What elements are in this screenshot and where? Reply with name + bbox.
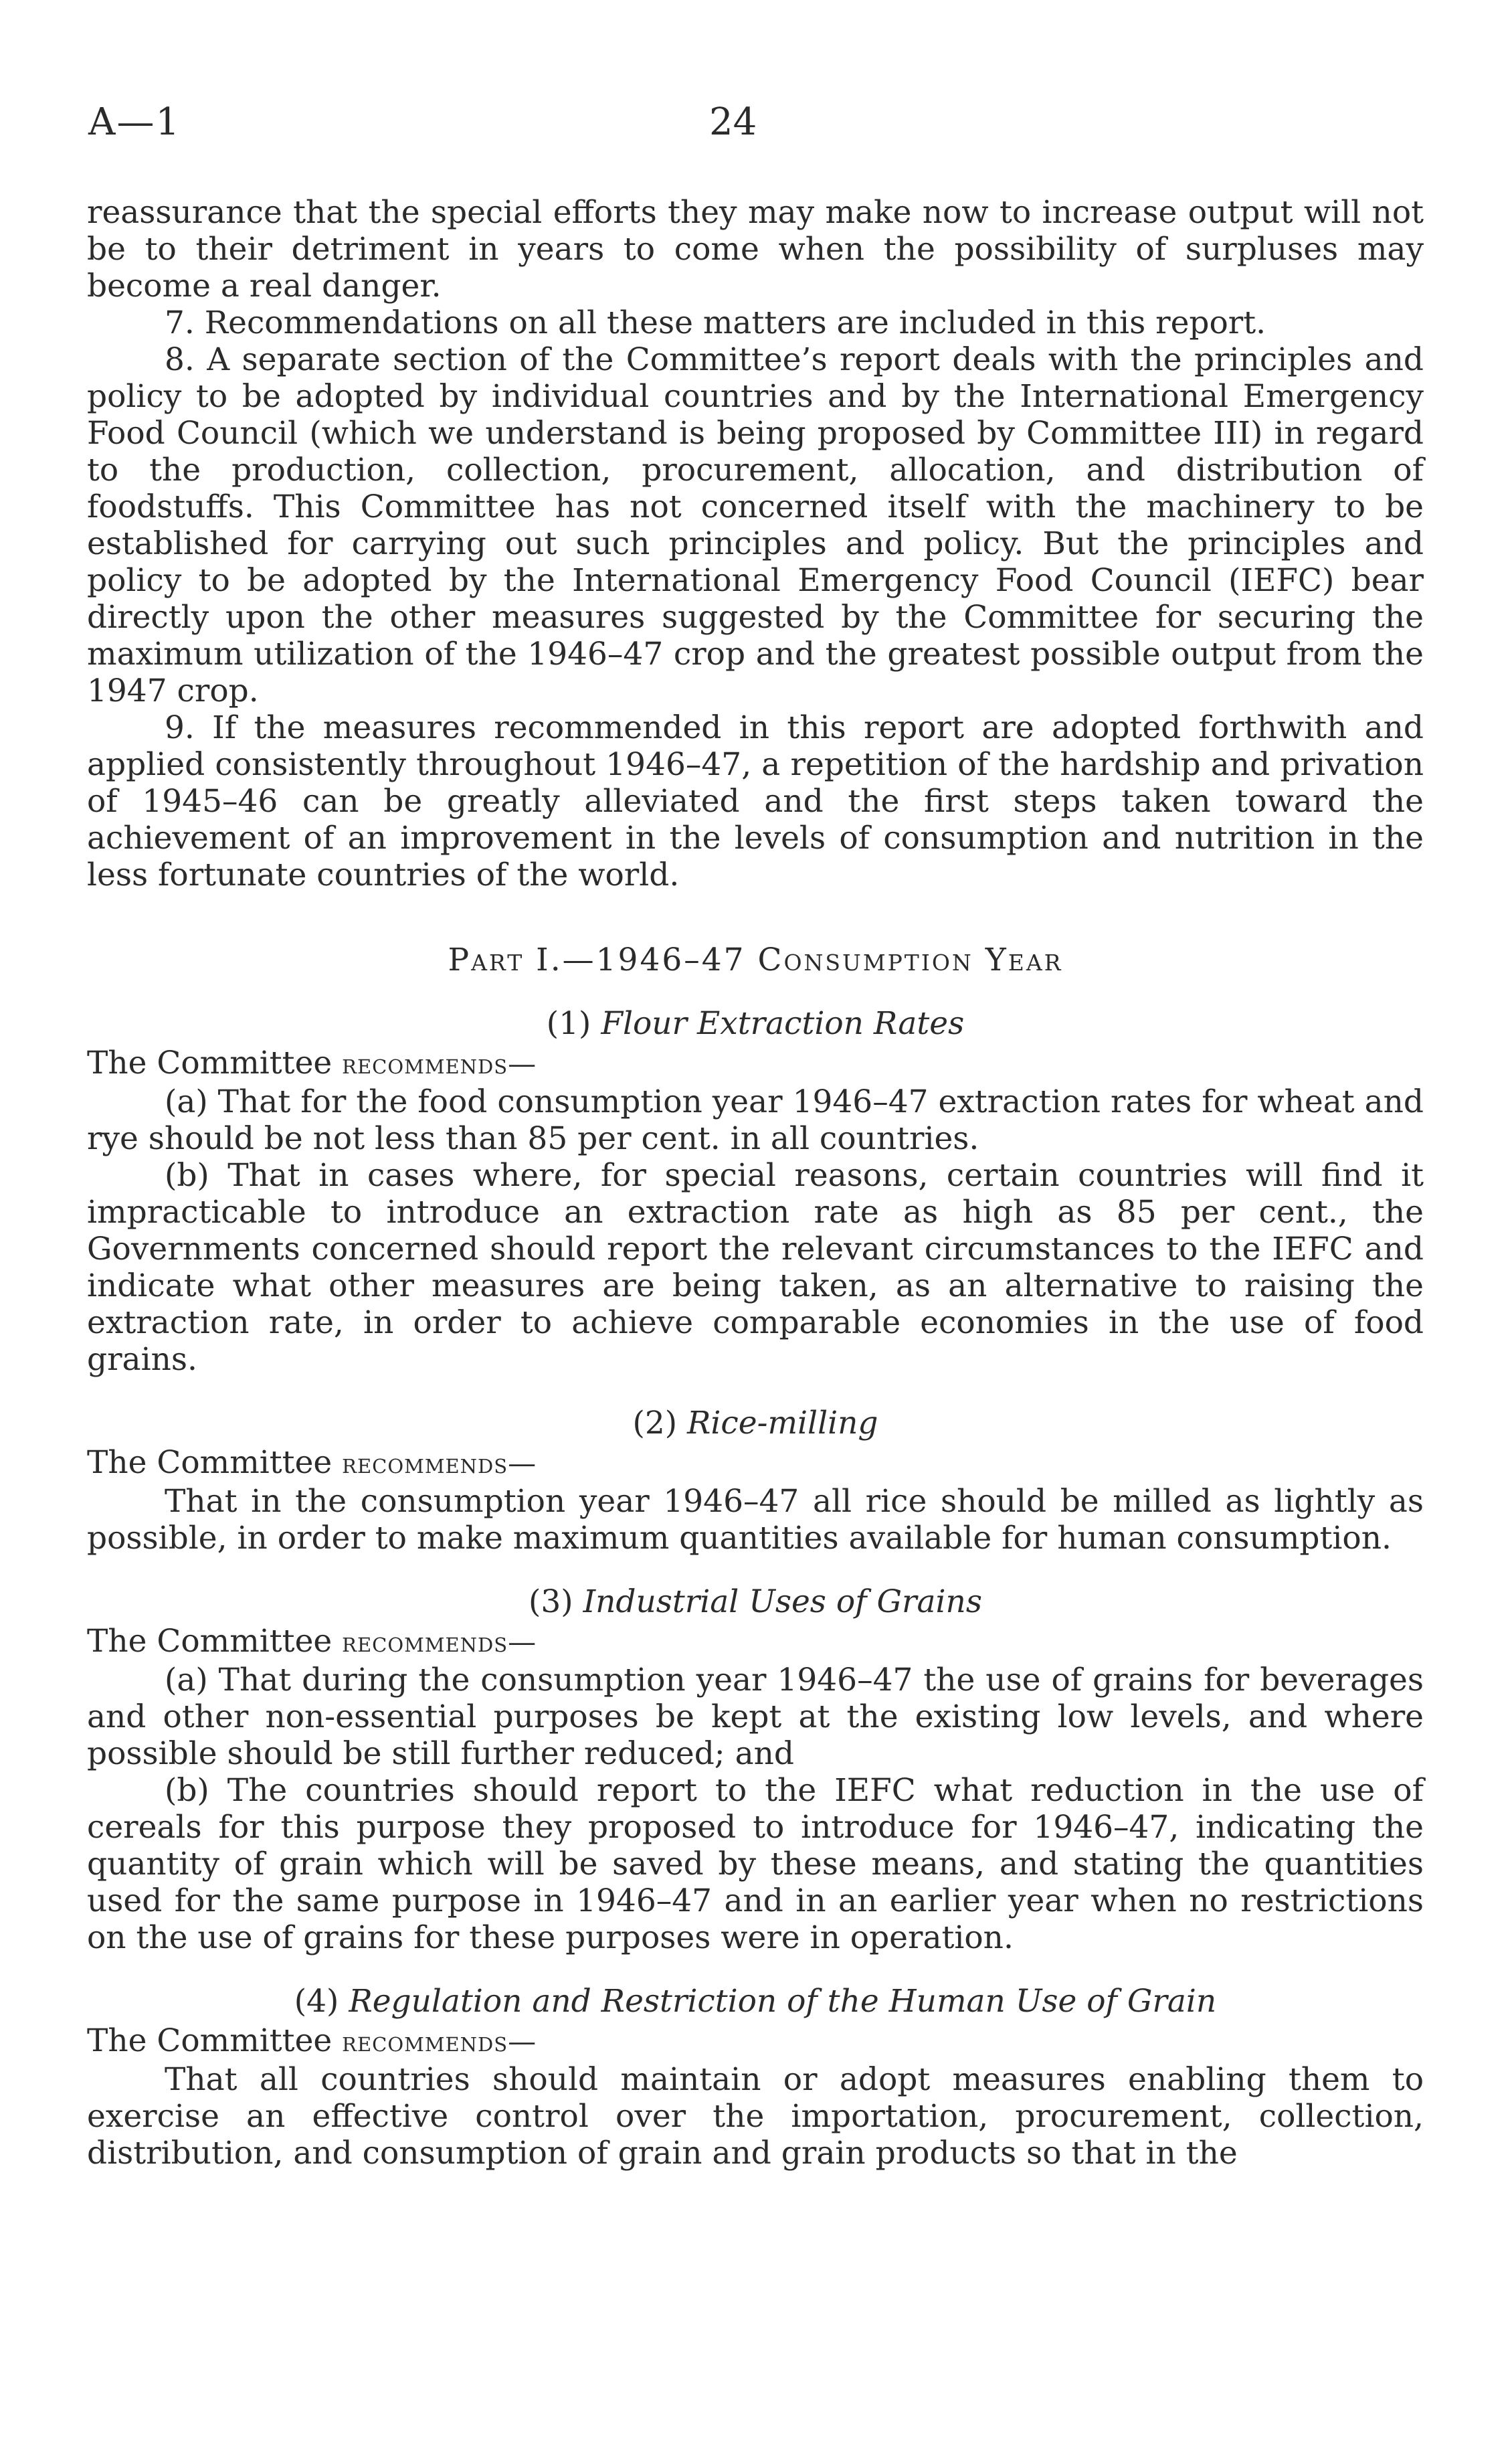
section-number: (2) [632,1405,678,1441]
section-3-item-a: (a) That during the consumption year 1946–47 the use of grains for beverages and other non-essential purposes be kept at the existing low levels, and where possible should be still further reduced; and [87,1662,1424,1772]
recommends-prefix: The Committee [87,2022,333,2059]
recommends-prefix: The Committee [87,1444,333,1481]
recommends-word: recommends— [342,1047,537,1080]
section-number: (1) [546,1005,591,1042]
section-title: Regulation and Restriction of the Human Use of Grain [349,1983,1217,2020]
document-reference: A—1 [88,100,181,144]
recommends-prefix: The Committee [87,1045,333,1081]
recommends-line [87,1444,1424,1482]
section-heading-1 [87,1005,1424,1042]
paragraph-7: 7. Recommendations on all these matters are included in this report. [165,304,1266,341]
section-heading-4 [87,1983,1424,2020]
section-number: (4) [294,1983,339,2020]
recommends-line [87,2022,1424,2060]
section-2-text: That in the consumption year 1946–47 all rice should be milled as lightly as possible, in order to make maximum quantities available for human consumption. [87,1483,1424,1557]
section-3-item-b: (b) The countries should report to the IEFC what reduction in the use of cereals for this purpose they proposed to introduce for 1946–47, indicating the quantity of grain which will be saved by these means, and stating the quantities used for the same purpose in 1946–47 and in an earlier year when no restrictions on the use of grains for these purposes were in operation. [87,1772,1424,1956]
section-1-item-b: (b) That in cases where, for special reasons, certain countries will find it impracticable to introduce an extraction rate as high as 85 per cent., the Governments concerned should report the relevant circumstances to the IEFC and indicate what other measures are being taken, as an alternative to raising the extraction rate, in order to achieve comparable economies in the use of food grains. [87,1157,1424,1378]
section-number: (3) [529,1583,573,1620]
recommends-line [87,1045,1424,1082]
recommends-word: recommends— [342,2025,537,2058]
continued-paragraph: reassurance that the special efforts they may make now to increase output will not be to their detriment in years to come when the possibility of surpluses may become a real danger. [87,194,1424,304]
section-title: Flour Extraction Rates [601,1005,965,1042]
paragraph-9: 9. If the measures recommended in this report are adopted forthwith and applied consistently throughout 1946–47, a repetition of the hardship and privation of 1945–46 can be greatly alleviated and the first steps taken toward the achievement of an improvement in the levels of consumption and nutrition in the less fortunate countries of the world. [87,709,1424,893]
recommends-word: recommends— [342,1447,537,1480]
section-1-item-a: (a) That for the food consumption year 1946–47 extraction rates for wheat and rye should be not less than 85 per cent. in all countries. [87,1083,1424,1157]
document-body [87,194,1424,2172]
section-4-text: That all countries should maintain or adopt measures enabling them to exercise an effective control over the importation, procurement, collection, distribution, and consumption of grain and grain products so that in the [87,2061,1424,2172]
paragraph-8: 8. A separate section of the Committee’s report deals with the principles and policy to be adopted by individual countries and by the International Emergency Food Council (which we understand is being proposed by Committee III) in regard to the production, collection, procurement, allocation, and distribution of foodstuffs. This Committee has not concerned itself with the machinery to be established for carrying out such principles and policy. But the principles and policy to be adopted by the International Emergency Food Council (IEFC) bear directly upon the other measures suggested by the Committee for securing the maximum utilization of the 1946–47 crop and the greatest possible output from the 1947 crop. [87,341,1424,709]
page-number: 24 [709,100,757,144]
recommends-prefix: The Committee [87,1623,333,1660]
section-heading-3 [87,1583,1424,1620]
recommends-line [87,1623,1424,1660]
section-title: Rice-milling [687,1405,878,1441]
section-heading-2 [87,1405,1424,1441]
recommends-word: recommends— [342,1626,537,1658]
part-heading: Part I.—1946–47 Consumption Year [448,942,1063,978]
section-title: Industrial Uses of Grains [583,1583,982,1620]
